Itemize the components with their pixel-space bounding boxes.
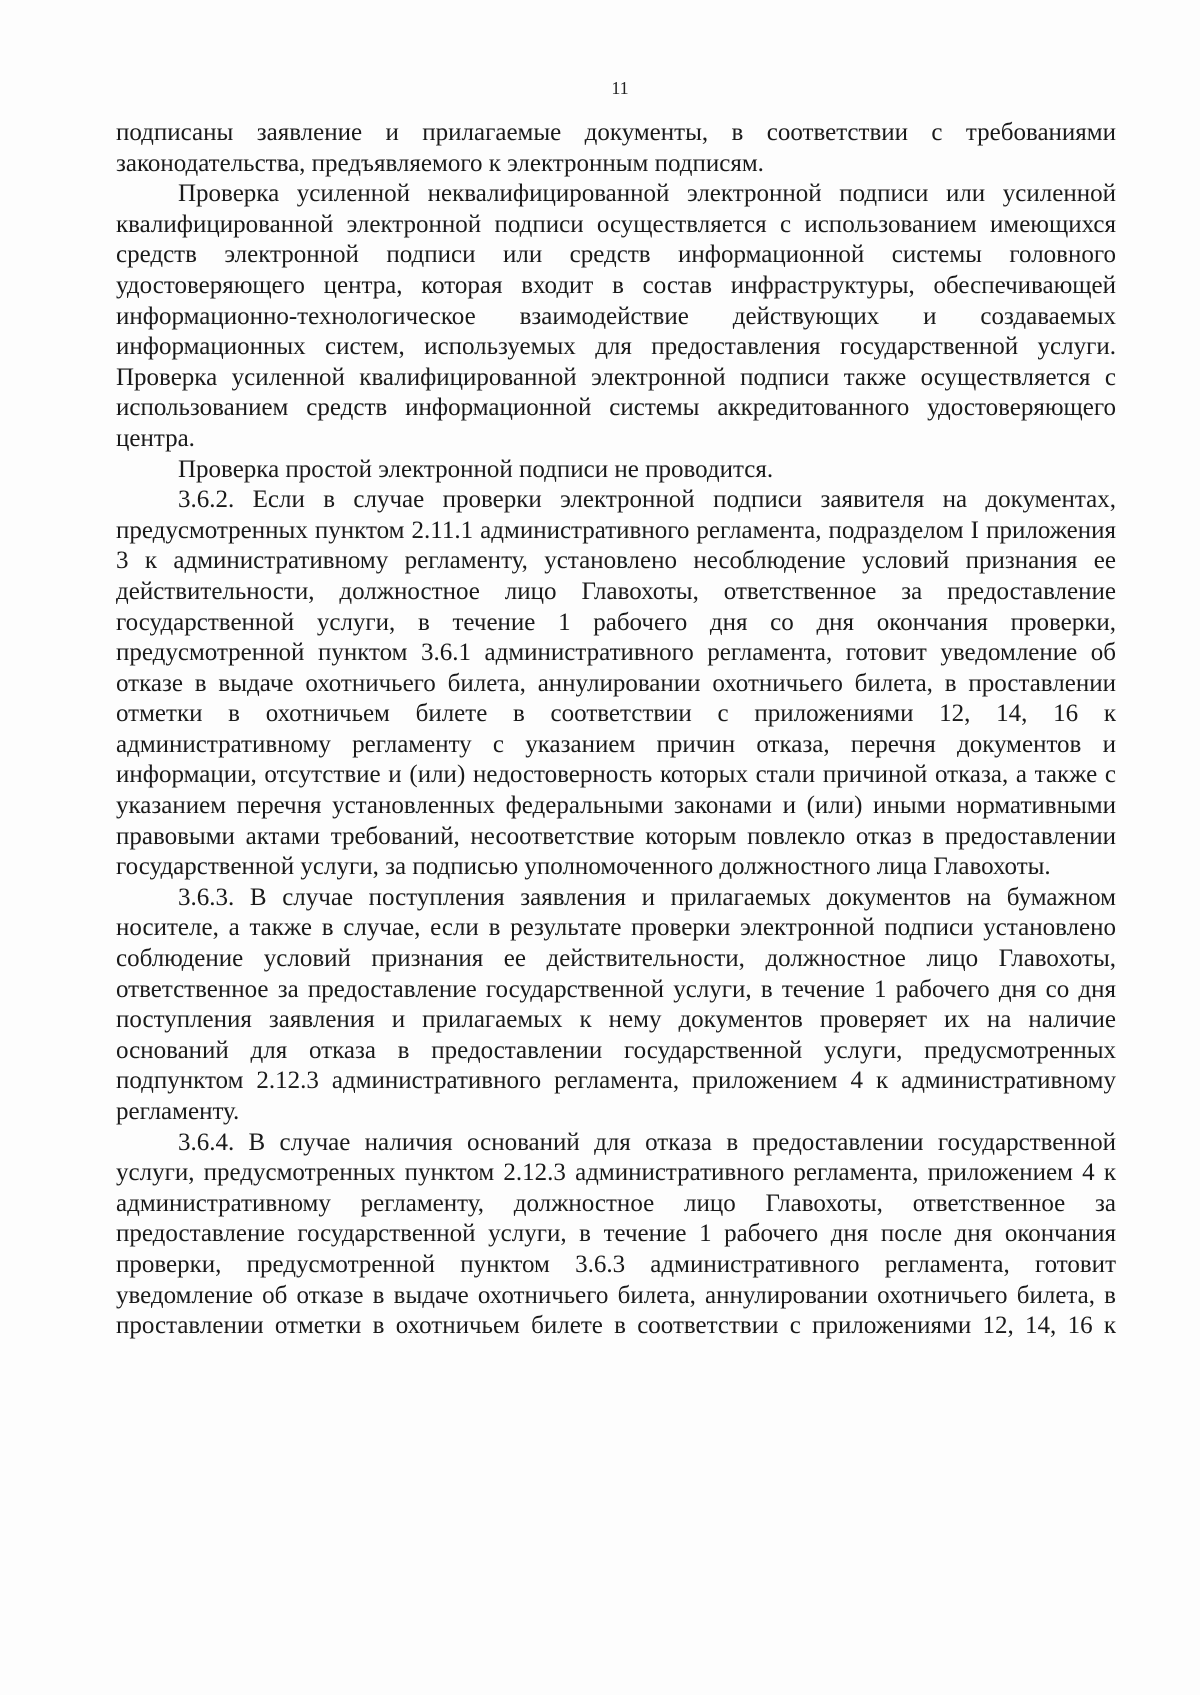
paragraph-signature-verification: Проверка усиленной неквалифицированной электронной подписи или усиленной квалифицированной электронной подписи осуществляется с использованием имеющихся средств электронной подписи или средств информационной системы головного удостоверяющего центра, которая входит в состав инфраструктуры, обеспечивающей информационно-технологическое взаимодействие действующих и создаваемых информационных систем, используемых для предоставления государственной услуги. Проверка усиленной квалифицированной электронной подписи также осуществляется с использованием средств информационной системы аккредитованного удостоверяющего центра.	[116, 180, 1116, 452]
paragraph-3-6-4: 3.6.4. В случае наличия оснований для отказа в предоставлении государственной услуги, предусмотренных пунктом 2.12.3 административного регламента, приложением 4 к административному регламенту, должностное лицо Главохоты, ответственное за предоставление государственной услуги, в течение 1 рабочего дня после дня окончания проверки, предусмотренной пунктом 3.6.3 административного регламента, готовит уведомление об отказе в выдаче охотничьего билета, аннулировании охотничьего билета, в проставлении отметки в охотничьем билете в соответствии с приложениями 12, 14, 16 к	[116, 1128, 1116, 1340]
document-body	[116, 118, 1116, 1342]
paragraph-3-6-2: 3.6.2. Если в случае проверки электронной подписи заявителя на документах, предусмотренных пунктом 2.11.1 административного регламента, подразделом I приложения 3 к административному регламенту, установлено несоблюдение условий признания ее действительности, должностное лицо Главохоты, ответственное за предоставление государственной услуги, в течение 1 рабочего дня со дня окончания проверки, предусмотренной пунктом 3.6.1 административного регламента, готовит уведомление об отказе в выдаче охотничьего билета, аннулировании охотничьего билета, в проставлении отметки в охотничьем билете в соответствии с приложениями 12, 14, 16 к административному регламенту с указанием причин отказа, перечня документов и информации, отсутствие и (или) недостоверность которых стали причиной отказа, а также с указанием перечня установленных федеральными законами и (или) иными нормативными правовыми актами требований, несоответствие которым повлекло отказ в предоставлении государственной услуги, за подписью уполномоченного должностного лица Главохоты.	[116, 486, 1116, 881]
paragraph-simple-signature: Проверка простой электронной подписи не проводится.	[178, 455, 774, 483]
paragraph-3-6-3: 3.6.3. В случае поступления заявления и прилагаемых документов на бумажном носителе, а также в случае, если в результате проверки электронной подписи установлено соблюдение условий признания ее действительности, должностное лицо Главохоты, ответственное за предоставление государственной услуги, в течение 1 рабочего дня со дня поступления заявления и прилагаемых к нему документов проверяет их на наличие оснований для отказа в предоставлении государственной услуги, предусмотренных подпунктом 2.12.3 административного регламента, приложением 4 к административному регламенту.	[116, 883, 1116, 1125]
paragraph-continuation: подписаны заявление и прилагаемые документы, в соответствии с требованиями законодательства, предъявляемого к электронным подписям.	[116, 119, 1116, 177]
page-number: 11	[611, 78, 629, 98]
